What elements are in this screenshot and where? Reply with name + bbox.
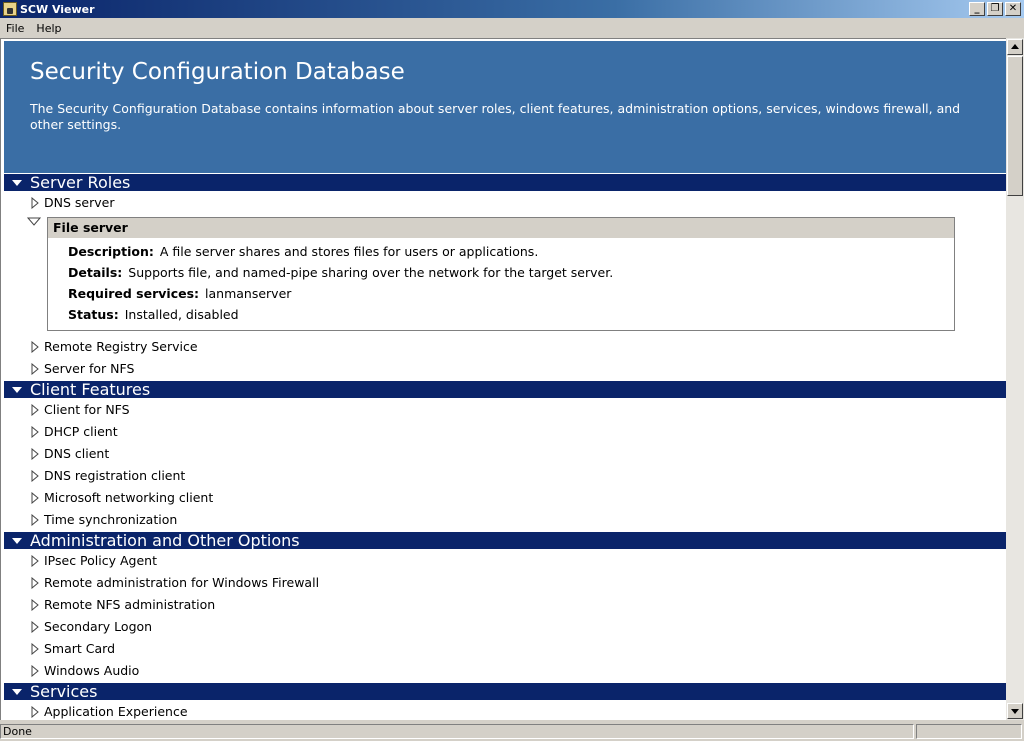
list-item[interactable]	[31, 401, 130, 419]
item-label: Remote administration for Windows Firewall	[44, 575, 320, 590]
collapse-icon	[12, 538, 22, 544]
expand-icon	[31, 448, 39, 460]
list-item[interactable]	[31, 662, 139, 680]
detail-details	[68, 265, 613, 280]
list-item[interactable]	[31, 467, 185, 485]
page-description: The Security Configuration Database contains information about server roles, client features, administration options, services, windows firewall, and other settings.	[30, 101, 961, 132]
content-pane	[0, 38, 1006, 720]
menu-help[interactable]: Help	[36, 21, 62, 35]
item-label: Remote Registry Service	[44, 339, 198, 354]
collapse-icon	[12, 387, 22, 393]
item-label: Windows Audio	[44, 663, 140, 678]
status-pane-empty	[916, 724, 1022, 739]
detail-panel-file-server	[47, 217, 955, 331]
section-services[interactable]	[4, 683, 1006, 700]
collapse-icon[interactable]	[27, 217, 41, 227]
section-label: Server Roles	[30, 173, 131, 192]
expand-icon	[31, 492, 39, 504]
item-label: Server for NFS	[44, 361, 135, 376]
vertical-scrollbar[interactable]	[1006, 38, 1024, 720]
title-bar	[0, 0, 1024, 18]
expand-icon	[31, 621, 39, 633]
item-label: DHCP client	[44, 424, 118, 439]
section-label: Client Features	[30, 380, 151, 399]
detail-status	[68, 307, 239, 322]
arrow-down-icon	[1011, 709, 1019, 714]
section-client-features[interactable]	[4, 381, 1006, 398]
detail-label: Details:	[68, 265, 123, 280]
maximize-button[interactable]: ❐	[987, 2, 1003, 16]
detail-value: lanmanserver	[205, 286, 292, 301]
expand-icon	[31, 514, 39, 526]
page-title: Security Configuration Database	[30, 59, 405, 85]
list-item[interactable]	[31, 574, 319, 592]
scroll-up-button[interactable]	[1007, 39, 1023, 55]
list-item[interactable]	[31, 445, 109, 463]
item-label: Smart Card	[44, 641, 116, 656]
detail-label: Description:	[68, 244, 154, 259]
detail-services	[68, 286, 291, 301]
list-item[interactable]	[31, 596, 215, 614]
collapse-icon	[12, 180, 22, 186]
item-label: IPsec Policy Agent	[44, 553, 157, 568]
section-label: Administration and Other Options	[30, 531, 300, 550]
section-server-roles[interactable]	[4, 174, 1006, 191]
item-label: Time synchronization	[44, 512, 178, 527]
expand-icon	[31, 197, 39, 209]
list-item[interactable]	[31, 552, 157, 570]
detail-label: Status:	[68, 307, 119, 322]
item-label: DNS client	[44, 446, 110, 461]
item-label: Microsoft networking client	[44, 490, 214, 505]
detail-value: Installed, disabled	[124, 307, 239, 322]
expand-icon	[31, 599, 39, 611]
detail-label: Required services:	[68, 286, 200, 301]
detail-title: File server	[48, 218, 954, 238]
item-label: Remote NFS administration	[44, 597, 216, 612]
expand-icon	[31, 363, 39, 375]
detail-value: A file server shares and stores files for users or applications.	[159, 244, 539, 259]
status-text: Done	[0, 724, 914, 739]
list-item[interactable]	[31, 640, 115, 658]
arrow-up-icon	[1011, 44, 1019, 49]
expand-icon	[31, 426, 39, 438]
list-item[interactable]	[31, 703, 188, 720]
expand-icon	[31, 555, 39, 567]
expand-icon	[31, 643, 39, 655]
close-button[interactable]: ✕	[1005, 2, 1021, 16]
menu-file[interactable]: File	[6, 21, 25, 35]
menu-bar	[0, 18, 1024, 38]
window-title: SCW Viewer	[20, 2, 95, 16]
expand-icon	[31, 341, 39, 353]
list-item-server-for-nfs[interactable]	[31, 360, 134, 378]
list-item[interactable]	[31, 618, 152, 636]
list-item[interactable]	[31, 423, 118, 441]
item-label: Client for NFS	[44, 402, 130, 417]
detail-value: Supports file, and named-pipe sharing over the network for the target server.	[128, 265, 614, 280]
detail-description	[68, 244, 538, 259]
list-item-remote-registry[interactable]	[31, 338, 198, 356]
list-item-dns-server[interactable]	[31, 194, 114, 212]
list-item[interactable]	[31, 511, 177, 529]
item-label: DNS registration client	[44, 468, 186, 483]
item-label: DNS server	[44, 195, 115, 210]
status-bar	[0, 722, 1024, 741]
expand-icon	[31, 577, 39, 589]
item-label: Secondary Logon	[44, 619, 153, 634]
section-admin-options[interactable]	[4, 532, 1006, 549]
section-label: Services	[30, 682, 98, 701]
app-icon	[3, 2, 17, 16]
item-label: Application Experience	[44, 704, 188, 719]
header-panel	[4, 41, 1006, 173]
expand-icon	[31, 404, 39, 416]
collapse-icon	[12, 689, 22, 695]
scroll-thumb[interactable]	[1007, 56, 1023, 196]
list-item[interactable]	[31, 489, 213, 507]
scroll-down-button[interactable]	[1007, 703, 1023, 719]
minimize-button[interactable]: _	[969, 2, 985, 16]
expand-icon	[31, 665, 39, 677]
expand-icon	[31, 706, 39, 718]
expand-icon	[31, 470, 39, 482]
